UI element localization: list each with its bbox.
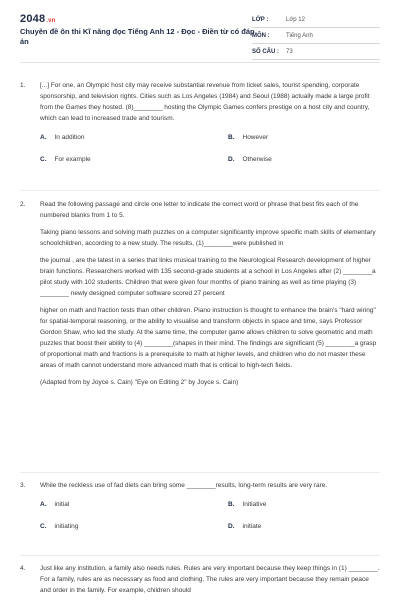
option-a[interactable] — [40, 132, 85, 143]
option-label: A. — [40, 134, 47, 141]
option-label: B. — [228, 501, 235, 508]
passage-paragraph-1: Taking piano lessons and solving math puzzles on a computer significantly improve specific math skills of elementary schoolchildren, according to a new study. The results, (1)________were published in — [40, 229, 376, 247]
option-d[interactable] — [228, 154, 272, 165]
question-divider — [20, 190, 380, 191]
meta-row-subject — [252, 28, 380, 44]
question-4 — [20, 563, 380, 596]
question-number: 2. — [20, 201, 26, 208]
meta-row-class — [252, 12, 380, 28]
option-c[interactable] — [40, 521, 78, 532]
question-text: Read the following passage and circle one letter to indicate the correct word or phrase that best fits each of the numbered blanks from 1 to 5. — [40, 201, 359, 219]
logo-suffix: .vn — [46, 18, 56, 24]
option-c[interactable] — [40, 154, 91, 165]
logo-main: 2048 — [20, 13, 46, 25]
question-divider — [20, 555, 380, 556]
option-label: A. — [40, 501, 47, 508]
site-logo[interactable] — [20, 13, 56, 25]
question-divider — [20, 472, 380, 473]
option-b[interactable] — [228, 499, 266, 510]
meta-key: SỐ CÂU : — [252, 48, 279, 55]
passage-paragraph-2: the journal , are the latest in a series that links musical training to the Neurological Research development of higher brain functions. Researchers worked with 135 second-grade students at a school in Los Angeles after (2) ________a pilot study with 102 students. Children that were given four months of piano training as well as time playing (3) ________ newly designed computer software scored 27 percent — [40, 257, 376, 297]
option-text: initial — [54, 501, 70, 508]
meta-value: Lớp 12 — [286, 16, 305, 23]
option-text: initiating — [54, 523, 79, 530]
option-label: D. — [228, 156, 235, 163]
question-text: While the reckless use of fad diets can bring some ________results, long-term results are very rare. — [40, 482, 328, 489]
option-text: However — [242, 134, 269, 141]
option-text: In addition — [54, 134, 85, 141]
option-text: Otherwise — [242, 156, 272, 163]
question-number: 3. — [20, 482, 26, 489]
question-text: Just like any institution, a family also needs rules. Rules are very important because they keep things in (1) ________. For a family, rules are as necessary as food and clothing. The rules are very important because they remain peace and order in the family. For example, children should — [40, 565, 380, 594]
question-2 — [20, 199, 380, 388]
option-text: initiate — [242, 523, 262, 530]
passage-paragraph-3: higher on math and fraction tests than other children. Piano instruction is thought to enhance the brain's "hard wiring" for spatial-temporal reasoning, or the ability to visualise and transform objects in space and time, says Professor Gordon Shaw, who led the study. At the same time, the computer game allows children to solve geometric and math puzzles that boost their ability to (4) ________(shapes in their mind. The findings are significant (5) ________a grasp of proportional math and fractions is a prerequisite to math at higher levels, and children who do not master these areas of math cannot understand more advanced math that is critical to high-tech fields. — [40, 307, 377, 369]
answer-options — [40, 132, 380, 178]
option-d[interactable] — [228, 521, 261, 532]
meta-key: LỚP : — [252, 16, 269, 23]
meta-key: MÔN : — [252, 32, 270, 39]
meta-value: Tiếng Anh — [286, 32, 313, 39]
header-divider — [20, 62, 380, 63]
option-b[interactable] — [228, 132, 268, 143]
option-label: B. — [228, 134, 235, 141]
option-label: C. — [40, 156, 47, 163]
question-1 — [20, 80, 380, 178]
question-text: [...] For one, an Olympic host city may receive substantial revenue from ticket sales, tourist spending, corporate sponsorship, and television rights. Cities such as Los Angeles (1984) and Seoul (1988) actually made a large profit from the Games they hosted. (8)________ hosting the Olympic Games confers prestige on a host city and country, which can lead to increased trade and tourism. — [40, 82, 370, 122]
meta-row-count — [252, 44, 380, 60]
meta-value: 73 — [286, 48, 293, 55]
option-a[interactable] — [40, 499, 69, 510]
question-3 — [20, 480, 380, 545]
option-label: C. — [40, 523, 47, 530]
option-text: Initiative — [242, 501, 267, 508]
passage-source: (Adapted from by Joyce s. Cain) "Eye on Editing 2" by Joyce s. Cain) — [40, 379, 239, 386]
question-number: 1. — [20, 82, 26, 89]
option-text: For example — [54, 156, 91, 163]
question-number: 4. — [20, 565, 26, 572]
option-label: D. — [228, 523, 235, 530]
answer-options — [40, 499, 380, 545]
page-title: Chuyên đề ôn thi Kĩ năng đọc Tiếng Anh 12 - Đọc - Điền từ có đáp án — [20, 27, 255, 46]
document-meta — [252, 12, 380, 60]
